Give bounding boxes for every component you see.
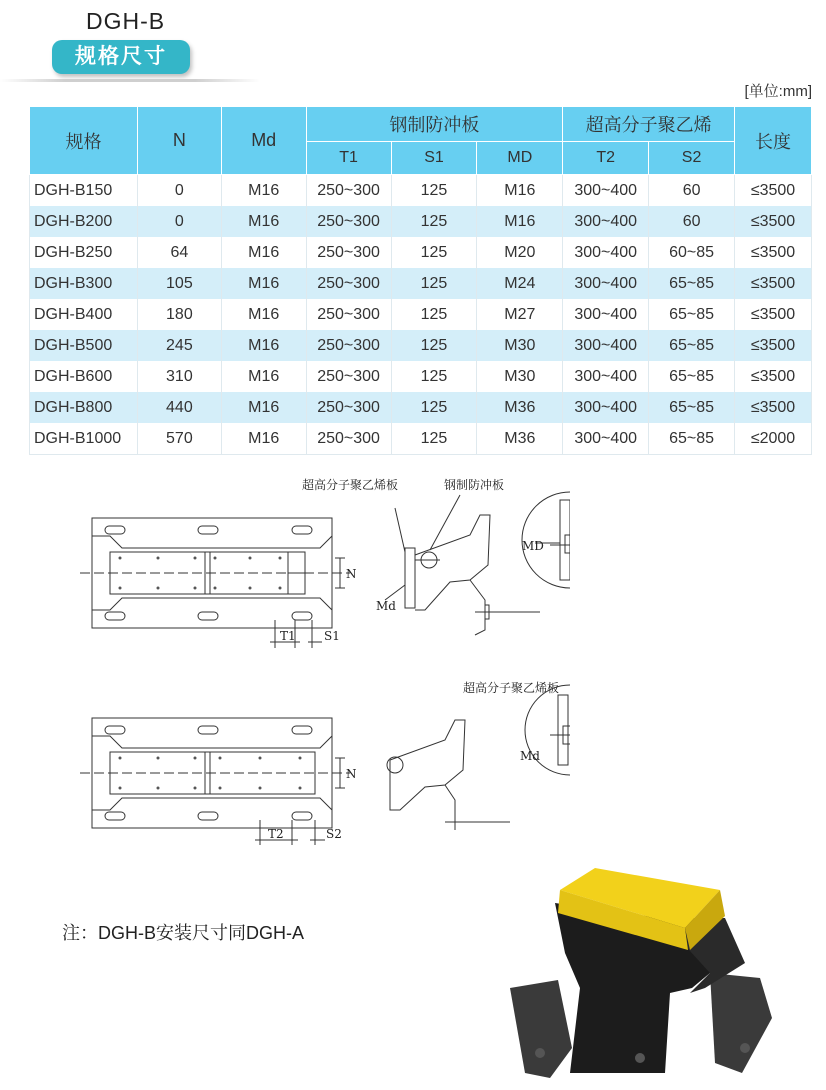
table-cell: 60 (649, 206, 735, 237)
table-cell: 65~85 (649, 330, 735, 361)
table-cell: 300~400 (563, 361, 649, 392)
table-cell: 65~85 (649, 392, 735, 423)
table-cell: 125 (391, 423, 477, 455)
table-cell: 250~300 (306, 423, 391, 455)
table-cell: DGH-B1000 (30, 423, 138, 455)
label-n: N (346, 567, 357, 581)
table-cell: M27 (477, 299, 563, 330)
table-cell: 105 (137, 268, 221, 299)
table-cell: M16 (221, 299, 306, 330)
label-md: MD (522, 539, 544, 553)
table-cell: 250~300 (306, 299, 391, 330)
label-md-small-2: Md (520, 749, 540, 763)
table-cell: ≤2000 (735, 423, 812, 455)
table-cell: 570 (137, 423, 221, 455)
table-cell: DGH-B500 (30, 330, 138, 361)
product-image (510, 868, 772, 1078)
table-cell: 250~300 (306, 392, 391, 423)
table-cell: 300~400 (563, 330, 649, 361)
table-cell: 60 (649, 175, 735, 207)
table-cell: M16 (221, 392, 306, 423)
table-cell: 300~400 (563, 268, 649, 299)
table-cell: M20 (477, 237, 563, 268)
table-cell: 65~85 (649, 361, 735, 392)
table-cell: 60~85 (649, 237, 735, 268)
table-row (30, 237, 812, 268)
label-md-small: Md (376, 599, 396, 613)
table-cell: M16 (221, 237, 306, 268)
title-underline (0, 79, 260, 82)
table-cell: 300~400 (563, 423, 649, 455)
table-cell: 125 (391, 206, 477, 237)
table-row (30, 392, 812, 423)
table-cell: DGH-B400 (30, 299, 138, 330)
table-cell: 250~300 (306, 361, 391, 392)
table-cell: 125 (391, 330, 477, 361)
table-cell: 65~85 (649, 299, 735, 330)
table-cell: M16 (477, 206, 563, 237)
table-cell: ≤3500 (735, 268, 812, 299)
model-title: DGH-B (86, 8, 166, 34)
table-cell: ≤3500 (735, 361, 812, 392)
table-cell: 125 (391, 392, 477, 423)
table-cell: DGH-B800 (30, 392, 138, 423)
table-cell: M36 (477, 392, 563, 423)
table-row (30, 299, 812, 330)
table-row (30, 330, 812, 361)
table-cell: M16 (221, 330, 306, 361)
label-steel-plate: 钢制防冲板 (444, 478, 505, 492)
table-cell: 0 (137, 175, 221, 207)
group-header-uhmw: 超高分子聚乙烯 (563, 107, 735, 142)
table-cell: M16 (221, 423, 306, 455)
col-header-n: N (137, 107, 221, 175)
table-cell: 310 (137, 361, 221, 392)
table-cell: DGH-B150 (30, 175, 138, 207)
table-row (30, 361, 812, 392)
label-t1: T1 (280, 629, 296, 643)
table-cell: 250~300 (306, 237, 391, 268)
table-cell: ≤3500 (735, 299, 812, 330)
table-row (30, 268, 812, 299)
table-cell: M16 (221, 361, 306, 392)
table-cell: M24 (477, 268, 563, 299)
table-cell: DGH-B200 (30, 206, 138, 237)
label-uhmw-plate-2: 超高分子聚乙烯板 (463, 681, 560, 695)
table-cell: M16 (221, 206, 306, 237)
section-title-badge (52, 40, 190, 74)
table-cell: M30 (477, 330, 563, 361)
label-t2: T2 (268, 827, 284, 841)
col-header-t1: T1 (306, 142, 391, 175)
unit-label: [单位:mm] (744, 83, 812, 100)
label-uhmw-plate: 超高分子聚乙烯板 (302, 478, 399, 492)
table-cell: 250~300 (306, 330, 391, 361)
table-cell: M36 (477, 423, 563, 455)
table-cell: 250~300 (306, 175, 391, 207)
table-cell: 300~400 (563, 237, 649, 268)
label-s1: S1 (324, 629, 340, 643)
col-header-length: 长度 (735, 107, 812, 175)
table-cell: 300~400 (563, 299, 649, 330)
table-cell: ≤3500 (735, 206, 812, 237)
table-cell: 64 (137, 237, 221, 268)
spec-table (29, 106, 812, 455)
table-cell: DGH-B600 (30, 361, 138, 392)
table-cell: 65~85 (649, 268, 735, 299)
col-header-s2: S2 (649, 142, 735, 175)
col-header-t2: T2 (563, 142, 649, 175)
table-cell: M16 (221, 268, 306, 299)
table-cell: 250~300 (306, 268, 391, 299)
table-cell: M16 (221, 175, 306, 207)
table-row (30, 206, 812, 237)
table-cell: 180 (137, 299, 221, 330)
table-cell: M30 (477, 361, 563, 392)
table-cell: ≤3500 (735, 237, 812, 268)
table-cell: 250~300 (306, 206, 391, 237)
table-cell: 125 (391, 175, 477, 207)
table-cell: 125 (391, 299, 477, 330)
table-row (30, 423, 812, 455)
table-cell: ≤3500 (735, 392, 812, 423)
table-cell: 125 (391, 361, 477, 392)
table-cell: 125 (391, 237, 477, 268)
table-cell: 65~85 (649, 423, 735, 455)
col-header-s1: S1 (391, 142, 477, 175)
table-cell: DGH-B300 (30, 268, 138, 299)
label-s2: S2 (326, 827, 342, 841)
table-cell: ≤3500 (735, 175, 812, 207)
table-cell: 125 (391, 268, 477, 299)
drawing-steel-plate (70, 470, 570, 660)
installation-note: 注：DGH-B安装尺寸同DGH-A (62, 923, 304, 943)
table-cell: M16 (477, 175, 563, 207)
table-cell: 0 (137, 206, 221, 237)
section-title: 规格尺寸 (75, 45, 167, 68)
table-row (30, 175, 812, 207)
table-cell: DGH-B250 (30, 237, 138, 268)
table-cell: 245 (137, 330, 221, 361)
label-n-2: N (346, 767, 357, 781)
col-header-spec: 规格 (30, 107, 138, 175)
table-cell: 440 (137, 392, 221, 423)
table-cell: ≤3500 (735, 330, 812, 361)
table-cell: 300~400 (563, 392, 649, 423)
group-header-steel: 钢制防冲板 (306, 107, 563, 142)
col-header-md2: MD (477, 142, 563, 175)
table-cell: 300~400 (563, 206, 649, 237)
table-cell: 300~400 (563, 175, 649, 207)
col-header-md: Md (221, 107, 306, 175)
drawing-uhmw-plate (70, 680, 570, 855)
